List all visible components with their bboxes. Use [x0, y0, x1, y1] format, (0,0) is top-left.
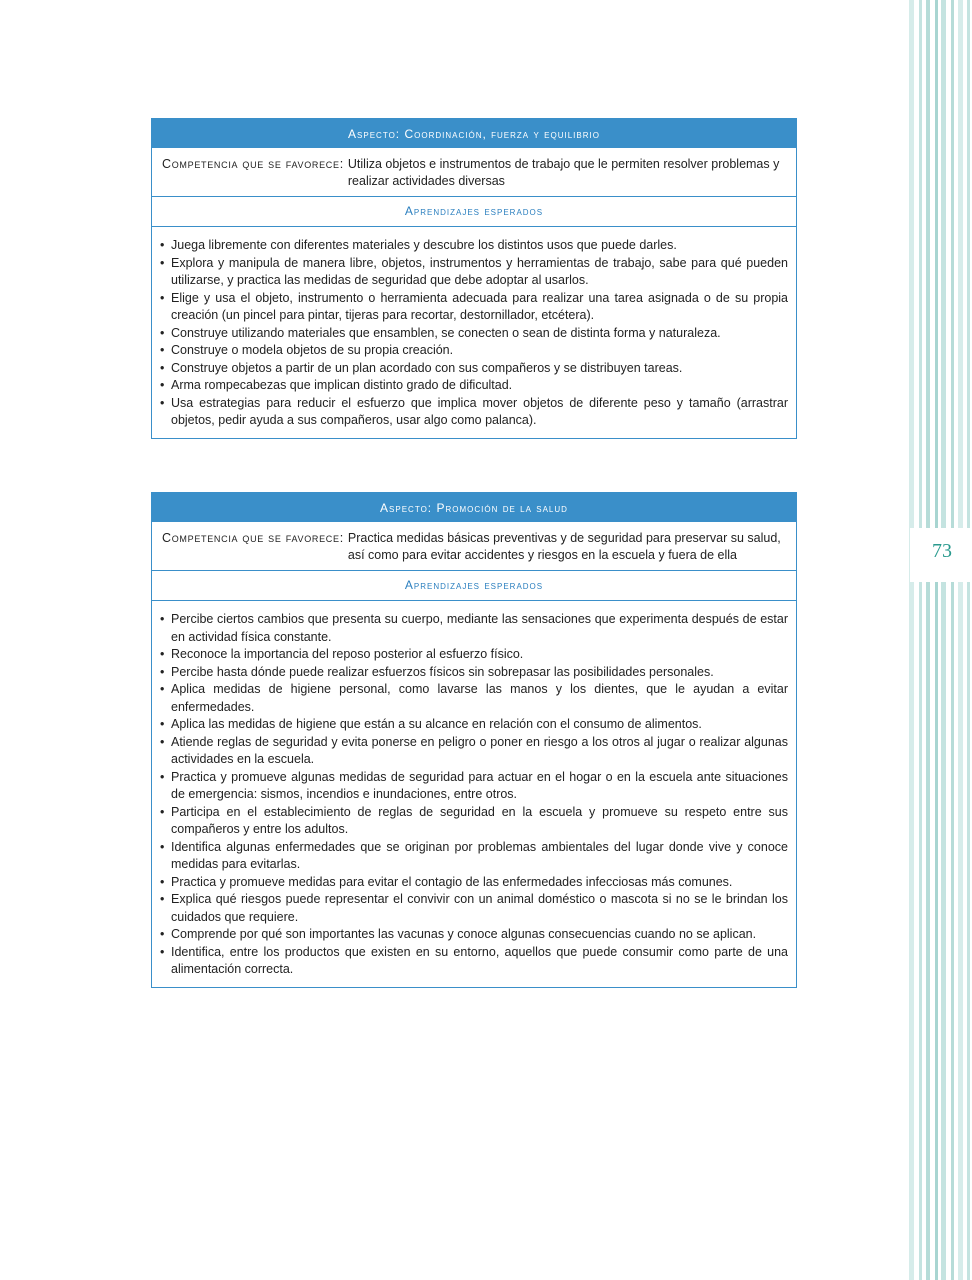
aprendizajes-title: Aprendizajes esperados	[152, 571, 796, 601]
aprendizajes-list	[152, 601, 796, 987]
list-item: • Explora y manipula de manera libre, objetos, instrumentos y herramientas de trabajo, sabe para qué pueden utilizarse, y practica las medidas de seguridad que debe adoptar al usarlos.	[160, 255, 788, 287]
list-item: • Elige y usa el objeto, instrumento o herramienta adecuada para realizar una tarea asignada o de su propia creación (un pincel para pintar, tijeras para recortar, destornillador, etcétera).	[160, 290, 788, 322]
aspect-box-salud	[151, 492, 797, 988]
list-item: • Aplica medidas de higiene personal, como lavarse las manos y los dientes, que le ayudan a evitar enfermedades.	[160, 682, 788, 714]
list-item: • Percibe hasta dónde puede realizar esfuerzos físicos sin sobrepasar las posibilidades personales.	[160, 664, 714, 679]
list-item: • Construye objetos a partir de un plan acordado con sus compañeros y se distribuyen tareas.	[160, 360, 683, 375]
competencia-text: Utiliza objetos e instrumentos de trabajo que le permiten resolver problemas y realizar actividades diversas	[347, 157, 780, 188]
list-item: • Comprende por qué son importantes las vacunas y conoce algunas consecuencias cuando no se aplican.	[160, 927, 757, 941]
list-item: • Identifica algunas enfermedades que se originan por problemas ambientales del lugar donde vive y conoce medidas para evitarlas.	[160, 839, 788, 871]
aprendizajes-title: Aprendizajes esperados	[152, 197, 796, 227]
list-item: • Explica qué riesgos puede representar el convivir con un animal doméstico o mascota si no se le brindan los cuidados que requiere.	[160, 892, 788, 924]
list-item: • Construye utilizando materiales que ensamblen, se conecten o sean de distinta forma y naturaleza.	[160, 325, 721, 340]
list-item: • Atiende reglas de seguridad y evita ponerse en peligro o poner en riesgo a los otros al jugar o realizar algunas actividades en la escuela.	[160, 734, 788, 766]
list-item: • Aplica las medidas de higiene que están a su alcance en relación con el consumo de alimentos.	[160, 717, 702, 731]
list-item: • Identifica, entre los productos que existen en su entorno, aquellos que puede consumir como parte de una alimentación correcta.	[160, 944, 788, 976]
list-item: • Reconoce la importancia del reposo posterior al esfuerzo físico.	[160, 647, 524, 661]
list-item: • Percibe ciertos cambios que presenta su cuerpo, mediante las sensaciones que experimenta después de estar en actividad física constante.	[160, 612, 788, 644]
aspect-box-coordinacion	[151, 118, 797, 439]
list-item: • Practica y promueve algunas medidas de seguridad para actuar en el hogar o en la escuela ante situaciones de emergencia: sismos, incendios e inundaciones, entre otros.	[160, 769, 788, 801]
aspect-title: Aspecto: Promoción de la salud	[152, 493, 796, 522]
list-item: • Usa estrategias para reducir el esfuerzo que implica mover objetos de diferente peso y tamaño (arrastrar objetos, pedir ayuda a sus compañeros, usar algo como palanca).	[160, 395, 788, 427]
list-item: • Practica y promueve medidas para evitar el contagio de las enfermedades infecciosas más comunes.	[160, 874, 733, 889]
competencia-text: Practica medidas básicas preventivas y de seguridad para preservar su salud, así como para evitar accidentes y riesgos en la escuela y fuera de ella	[347, 531, 781, 562]
competencia-label: Competencia que se favorece:	[162, 531, 344, 545]
margin-stripes	[910, 0, 972, 1280]
page-number: 73	[932, 540, 952, 562]
competencia-row	[152, 522, 796, 571]
competencia-label: Competencia que se favorece:	[162, 157, 344, 171]
aspect-title: Aspecto: Coordinación, fuerza y equilibrio	[152, 119, 796, 148]
list-item: • Juega libremente con diferentes materiales y descubre los distintos usos que puede darles.	[160, 238, 677, 252]
aprendizajes-list	[152, 227, 796, 438]
list-item: • Construye o modela objetos de su propia creación.	[160, 343, 454, 357]
list-item: • Participa en el establecimiento de reglas de seguridad en la escuela y promueve su respeto entre sus compañeros y entre los adultos.	[160, 804, 788, 836]
list-item: • Arma rompecabezas que implican distinto grado de dificultad.	[160, 378, 513, 392]
competencia-row	[152, 148, 796, 197]
